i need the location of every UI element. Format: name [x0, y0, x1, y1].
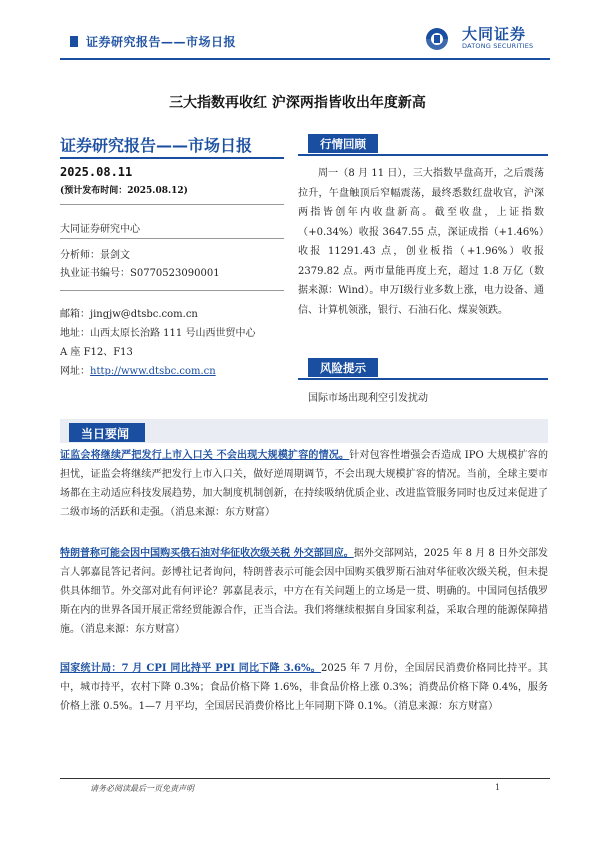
footer-divider [60, 778, 550, 779]
news-item [60, 446, 548, 522]
header-title: 证券研究报告——市场日报 [86, 35, 237, 49]
news-body: 2025 年 7 月份，全国居民消费价格同比持平。其中，城市持平，农村下降 0.3%；食品价格下降 1.6%，非食品价格上涨 0.3%；消费品价格下降 0.4%，服务价格上涨 0.5%。1—7 月平均，全国居民消费价格比上年同期下降 0.1%。（消息来源：东方财富） [60, 663, 548, 712]
main-title: 三大指数再收红 沪深两指皆收出年度新高 [169, 95, 426, 111]
research-center: 大同证券研究中心 [60, 224, 140, 235]
risk-text: 国际市场出现利空引发扰动 [308, 393, 428, 404]
analyst: 分析师：景剑文 [60, 250, 130, 261]
divider [60, 290, 284, 291]
tab-today-news: 当日要闻 [69, 423, 145, 442]
news-headline[interactable]: 国家统计局：7 月 CPI 同比持平 PPI 同比下降 3.6%。 [60, 663, 322, 674]
page-number: 1 [495, 783, 501, 792]
header-accent-bar [70, 36, 78, 47]
website-label: 网址： [60, 366, 90, 377]
news-item [60, 544, 548, 639]
news-headline[interactable]: 特朗普称可能会因中国购买俄石油对华征收次级关税 外交部回应。 [60, 548, 354, 559]
website-row [60, 362, 216, 377]
report-name: 证券研究报告——市场日报 [60, 136, 253, 155]
left-divider [60, 157, 284, 159]
divider [60, 204, 284, 205]
tab-risk-warning: 风险提示 [308, 358, 378, 377]
address-cont: A 座 F12、F13 [60, 347, 133, 358]
email: 邮箱：jingjw@dtsbc.com.cn [60, 309, 198, 320]
logo-subtitle: DATONG SECURITIES [462, 42, 534, 50]
divider [60, 238, 284, 239]
market-review-text: 周一（8 月 11 日），三大指数早盘高开，之后震荡拉升，午盘触顶后窄幅震荡，最终悉数红盘收官，沪深两指皆创年内收盘新高。截至收盘，上证指数（+0.34%）收报 3647.55 点，深证成指（+1.46%）收报 11291.43 点，创业板指（+1.96%）收报 2379.82 点。两市量能再度上充，超过 1.8 万亿（数据来源：Wind）。申万Ⅰ级行业多数上涨，电力设备、通信、计算机领涨，银行、石油石化、煤炭领跌。 [298, 168, 544, 316]
tab-market-review: 行情回顾 [308, 134, 378, 153]
news-item [60, 659, 548, 716]
publish-time: (预计发布时间：2025.08.12) [60, 186, 188, 196]
news-headline[interactable]: 证监会将继续严把发行上市入口关 不会出现大规模扩容的情况。 [60, 450, 350, 461]
news-body: 针对包容性增强会否造成 IPO 大规模扩容的担忧，证监会将继续严把发行上市入口关，做好逆周期调节，不会出现大规模扩容的情况。当前，全球主要市场都在主动适应科技发展趋势，加大制度机制创新，在持续吸纳优质企业、改进监管服务同时也反过来促进了二级市场的活跃和走强。（消息来源：东方财富） [60, 450, 549, 518]
website-link[interactable]: http://www.dtsbc.com.cn [90, 366, 216, 377]
header-divider [60, 58, 550, 60]
report-date: 2025.08.11 [60, 165, 133, 179]
footer-disclaimer: 请务必阅读最后一页免责声明 [90, 784, 194, 793]
news-body: 据外交部网站，2025 年 8 月 8 日外交部发言人郭嘉昆答记者问。彭博社记者询问，特朗普表示可能会因中国购买俄罗斯石油对华征收次级关税，但未提供具体细节。外交部对此有何评论？郭嘉昆表示，中方在有关问题上的立场是一贯、明确的。中国同包括俄罗斯在内的世界各国开展正常经贸能源合作，正当合法。我们将继续根据自身国家利益，采取合理的能源保障措施。（消息来源：东方财富） [60, 548, 548, 635]
logo-name: 大同证券 [462, 25, 527, 43]
risk-divider [298, 378, 548, 380]
review-divider [298, 154, 548, 156]
address: 地址：山西太原长治路 111 号山西世贸中心 [60, 328, 256, 339]
cert-number: 执业证书编号：S0770523090001 [60, 268, 220, 279]
